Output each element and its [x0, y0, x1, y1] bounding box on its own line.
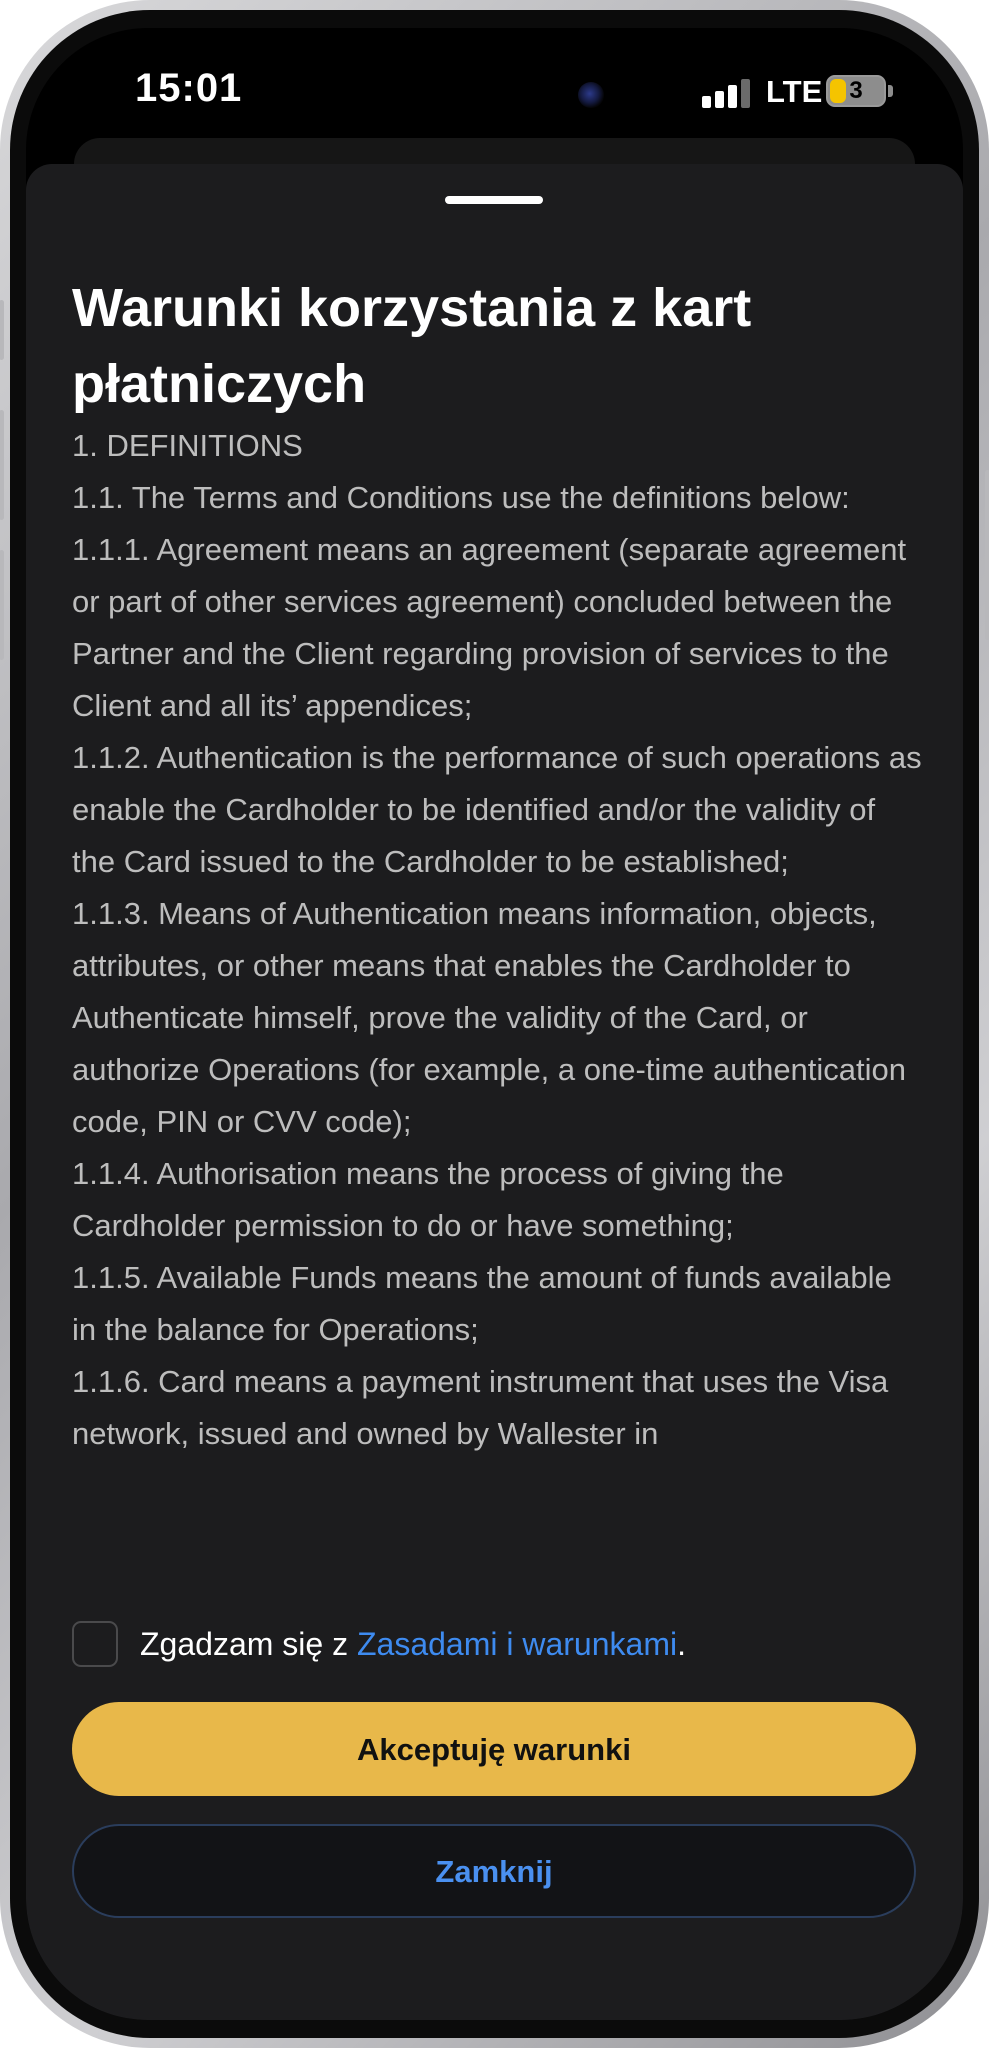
- terms-link[interactable]: Zasadami i warunkami: [356, 1625, 678, 1662]
- front-camera-icon: [578, 82, 604, 108]
- terms-paragraph: 1.1.6. Card means a payment instrument that uses the Visa network, issued and owned by Wallester in: [72, 1364, 889, 1451]
- close-button[interactable]: Zamknij: [72, 1824, 916, 1918]
- battery-tip: [888, 85, 893, 97]
- screen: [26, 28, 963, 2020]
- terms-bottom-sheet: [26, 164, 963, 2020]
- status-bar: [26, 28, 963, 148]
- terms-paragraph: 1.1.2. Authentication is the performance of such operations as enable the Cardholder to be identified and/or the validity of the Card issued to the Cardholder to be established;: [72, 740, 922, 879]
- terms-paragraph: 1.1. The Terms and Conditions use the definitions below:: [72, 480, 850, 515]
- agreement-checkbox[interactable]: [72, 1621, 118, 1667]
- status-time: 15:01: [135, 66, 243, 110]
- terms-scroll-area[interactable]: [72, 420, 922, 1610]
- battery-icon: [826, 75, 886, 107]
- agreement-period: .: [677, 1625, 686, 1662]
- terms-paragraph: 1.1.4. Authorisation means the process of giving the Cardholder permission to do or have something;: [72, 1156, 784, 1243]
- cellular-signal-icon: [702, 78, 752, 108]
- terms-paragraph: 1.1.5. Available Funds means the amount of funds available in the balance for Operations;: [72, 1260, 892, 1347]
- agreement-row: [72, 1618, 686, 1670]
- sheet-title: Warunki korzystania z kart płatniczych: [72, 278, 752, 414]
- power-button: [985, 470, 989, 640]
- accept-terms-button[interactable]: Akceptuję warunki: [72, 1702, 916, 1796]
- volume-up-button: [0, 410, 4, 520]
- terms-paragraph: 1. DEFINITIONS: [72, 428, 303, 463]
- terms-paragraph: 1.1.1. Agreement means an agreement (separate agreement or part of other services agreement) concluded between the Partner and the Client regarding provision of services to the Client and all its’ appendices;: [72, 532, 907, 723]
- action-button: [0, 300, 4, 360]
- volume-down-button: [0, 550, 4, 660]
- battery-level: 3: [849, 77, 863, 104]
- sheet-grabber-handle[interactable]: [445, 196, 543, 204]
- network-type: LTE: [766, 74, 823, 109]
- terms-paragraph: 1.1.3. Means of Authentication means information, objects, attributes, or other means that enables the Cardholder to Authenticate himself, prove the validity of the Card, or authorize Operations (for example, a one-time authentication code, PIN or CVV code);: [72, 896, 907, 1139]
- agreement-text: Zgadzam się z: [140, 1625, 357, 1662]
